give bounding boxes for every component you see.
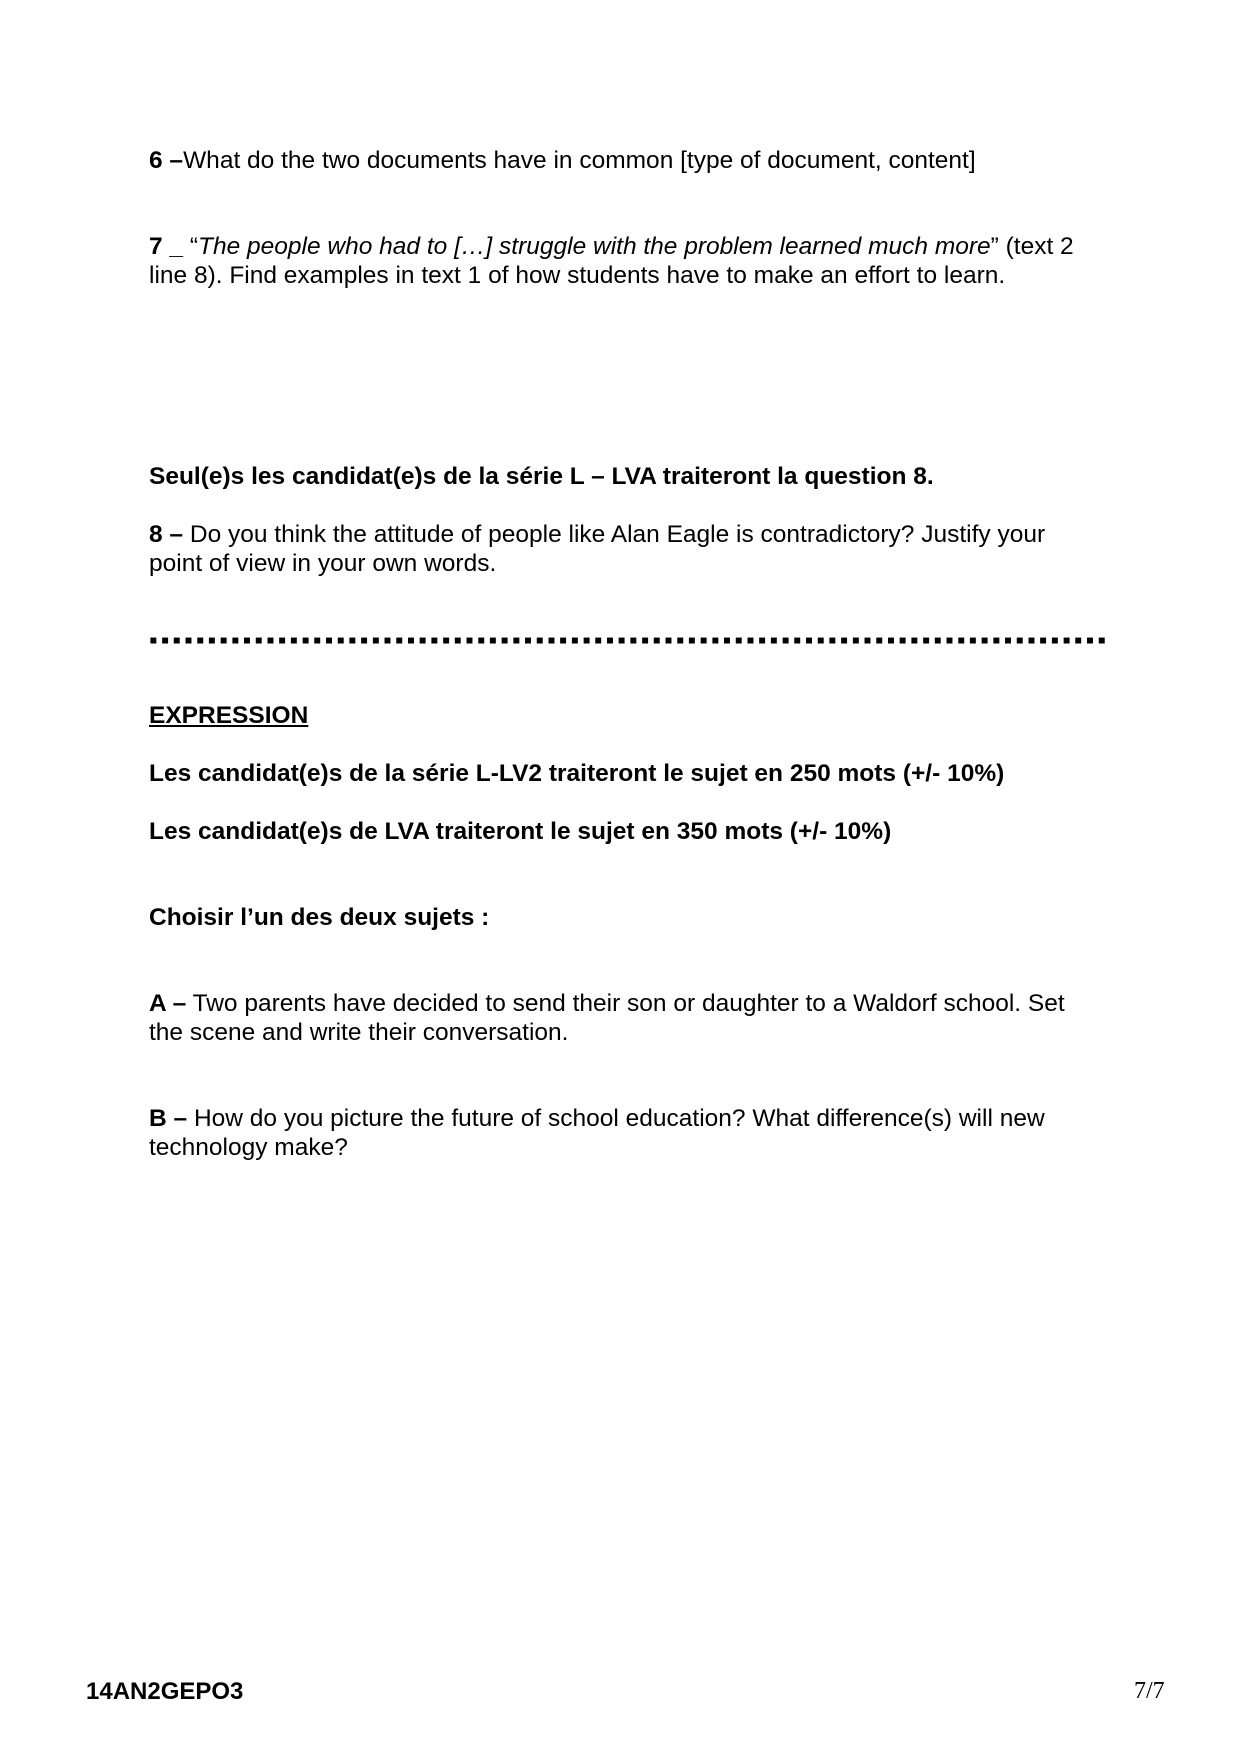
subject-b — [149, 1104, 1104, 1162]
subject-a — [149, 989, 1104, 1047]
subject-a-text: Two parents have decided to send their son or daughter to a Waldorf school. Set the scene and write their conversation. — [149, 990, 1065, 1046]
question-7 — [149, 232, 1104, 290]
subject-b-text: How do you picture the future of school education? What difference(s) will new technology make? — [149, 1105, 1045, 1161]
subject-a-label: A – — [149, 990, 187, 1017]
question-6 — [149, 146, 1104, 175]
question-7-open-quote: “ — [183, 233, 199, 260]
question-8-number: 8 – — [149, 521, 184, 548]
instruction-lva: Les candidat(e)s de LVA traiteront le sujet en 350 mots (+/- 10%) — [149, 818, 892, 845]
expression-heading: EXPRESSION — [149, 702, 309, 729]
page-number: 7/7 — [1134, 1678, 1165, 1704]
section-separator: ▪▪▪▪▪▪▪▪▪▪▪▪▪▪▪▪▪▪▪▪▪▪▪▪▪▪▪▪▪▪▪▪▪▪▪▪▪▪▪▪▪▪▪▪▪▪▪▪▪▪▪▪▪▪▪▪▪▪▪▪▪▪▪▪▪▪▪▪▪▪▪▪▪▪▪▪▪▪▪▪▪▪ — [149, 627, 1110, 654]
choose-subject: Choisir l’un des deux sujets : — [149, 904, 490, 931]
question-8-text: Do you think the attitude of people like Alan Eagle is contradictory? Justify your point of view in your own words. — [149, 521, 1046, 577]
subject-b-label: B – — [149, 1105, 188, 1132]
question-6-text: What do the two documents have in common [type of document, content] — [183, 147, 976, 174]
instruction-lv2: Les candidat(e)s de la série L-LV2 traiteront le sujet en 250 mots (+/- 10%) — [149, 760, 1005, 787]
question-7-number: 7 _ — [149, 233, 184, 260]
question-7-quote: The people who had to […] struggle with the problem learned much more — [198, 233, 991, 260]
question-8 — [149, 520, 1104, 578]
lva-notice: Seul(e)s les candidat(e)s de la série L – LVA traiteront la question 8. — [149, 463, 934, 490]
exam-code: 14AN2GEPO3 — [86, 1678, 244, 1705]
question-7-text: ” (text 2 line 8). Find examples in text 1 of how students have to make an effort to learn. — [149, 233, 1074, 289]
question-6-number: 6 – — [149, 147, 184, 174]
